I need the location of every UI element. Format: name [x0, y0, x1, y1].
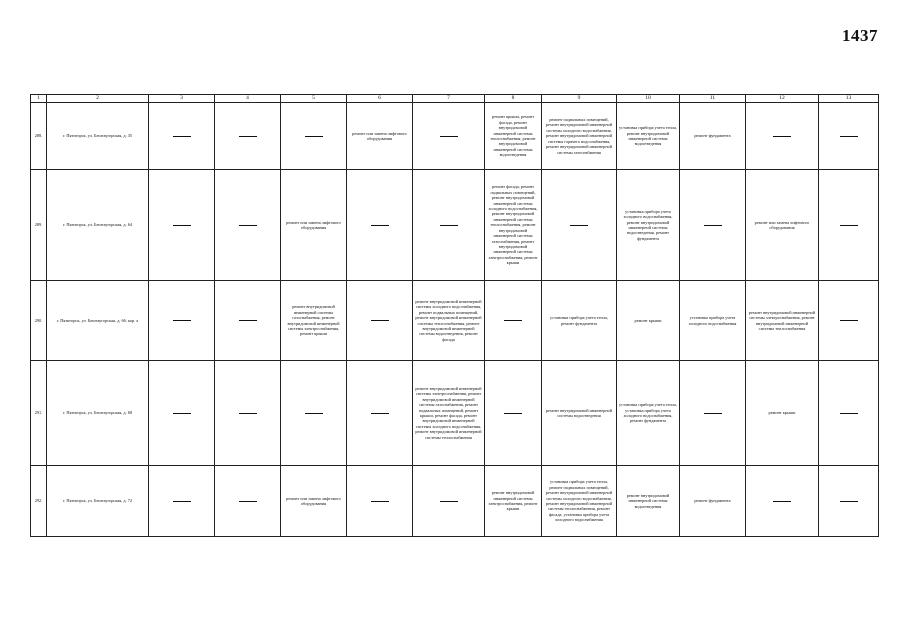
column-number: 6: [347, 95, 413, 103]
row-number: 292.: [31, 466, 47, 537]
work-cell: ремонт внутридомовой инженерной системы электроснабжения, ремонт крыши: [485, 466, 542, 537]
table-row: [31, 361, 879, 466]
work-cell: [149, 170, 215, 281]
work-cell: [819, 281, 879, 361]
empty-dash: [305, 413, 323, 414]
empty-dash: [440, 136, 458, 137]
work-cell: [347, 466, 413, 537]
empty-dash: [840, 413, 858, 414]
work-cell: [281, 361, 347, 466]
work-cell: [746, 466, 819, 537]
work-cell: [413, 170, 485, 281]
empty-dash: [840, 225, 858, 226]
work-cell: ремонт или замена лифтового оборудования: [746, 170, 819, 281]
column-number: 4: [215, 95, 281, 103]
table-row: [31, 281, 879, 361]
empty-dash: [173, 225, 191, 226]
empty-dash: [371, 225, 389, 226]
page-number: 1437: [842, 26, 878, 45]
work-cell: ремонт подвальных помещений, ремонт внутридомовой инженерной системы холодного водоснабжения, ремонт внутридомовой инженерной системы горячего водоснабжения, ремонт внутридомовой инженерной системы газоснабжения: [542, 103, 617, 170]
address-cell: г. Пятигорск, ул. Бештаугорская, д. 64: [47, 170, 149, 281]
work-cell: [819, 466, 879, 537]
work-cell: [819, 170, 879, 281]
work-cell: [215, 103, 281, 170]
work-cell: [149, 361, 215, 466]
row-number: 291.: [31, 361, 47, 466]
empty-dash: [239, 413, 257, 414]
work-cell: [485, 281, 542, 361]
column-number: 9: [542, 95, 617, 103]
table-row: [31, 170, 879, 281]
empty-dash: [504, 413, 522, 414]
work-cell: ремонт фасада, ремонт подвальных помещений, ремонт внутридомовой инженерной системы холодного водоснабжения, ремонт внутридомовой инженерной системы теплоснабжения, ремонт внутридомовой инженерной системы газоснабжения, ремонт внутридомовой инженерной системы электроснабжения, ремонт крыши: [485, 170, 542, 281]
work-cell: ремонт или замена лифтового оборудования: [281, 170, 347, 281]
work-cell: [149, 281, 215, 361]
work-cell: ремонт внутридомовой инженерной системы электроснабжения, ремонт внутридомовой инженерной системы теплоснабжения: [746, 281, 819, 361]
empty-dash: [570, 225, 588, 226]
empty-dash: [371, 413, 389, 414]
work-cell: установка прибора учета тепла, ремонт подвальных помещений, ремонт внутридомовой инженерной системы холодного водоснабжения, ремонт внутридомовой инженерной системы теплоснабжения, ремонт фасада, установка прибора учета холодного водоснабжения: [542, 466, 617, 537]
work-cell: установка прибора учета тепла, установка прибора учета холодного водоснабжения, ремонт фундамента: [617, 361, 680, 466]
work-cell: [215, 361, 281, 466]
empty-dash: [239, 136, 257, 137]
work-cell: установка прибора учета тепла, ремонт внутридомовой инженерной системы водоотведения: [617, 103, 680, 170]
empty-dash: [840, 136, 858, 137]
empty-dash: [173, 501, 191, 502]
work-cell: [347, 281, 413, 361]
empty-dash: [440, 225, 458, 226]
table-row: [31, 103, 879, 170]
column-number-header-row: [31, 95, 879, 103]
work-cell: [542, 170, 617, 281]
empty-dash: [371, 501, 389, 502]
column-number: 11: [680, 95, 746, 103]
work-cell: [413, 466, 485, 537]
work-cell: ремонт внутридомовой инженерной системы холодного водоснабжения, ремонт подвальных помещений, ремонт внутридомовой инженерной системы теплоснабжения, ремонт внутридомовой инженерной системы водоотведения, ремонт фасада: [413, 281, 485, 361]
column-number: 12: [746, 95, 819, 103]
address-cell: г. Пятигорск, ул. Бештаугорская, д. 35: [47, 103, 149, 170]
address-cell: г. Пятигорск, ул. Бештаугорская, д. 72: [47, 466, 149, 537]
work-cell: ремонт внутридомовой инженерной системы водоотведения: [542, 361, 617, 466]
empty-dash: [504, 320, 522, 321]
work-cell: ремонт крыши, ремонт фасада, ремонт внутридомовой инженерной системы теплоснабжения, ремонт внутридомовой инженерной системы водоотведения: [485, 103, 542, 170]
table-row: [31, 466, 879, 537]
empty-dash: [173, 320, 191, 321]
work-cell: установка прибора учета тепла, ремонт фундамента: [542, 281, 617, 361]
column-number: 2: [47, 95, 149, 103]
work-cell: [149, 466, 215, 537]
work-cell: ремонт внутридомовой инженерной системы газоснабжения, ремонт внутридомовой инженерной системы электроснабжения, ремонт крыши: [281, 281, 347, 361]
address-cell: г. Пятигорск, ул. Бештаугорская, д. 68: [47, 361, 149, 466]
work-cell: [413, 103, 485, 170]
empty-dash: [840, 320, 858, 321]
column-number: 10: [617, 95, 680, 103]
empty-dash: [239, 320, 257, 321]
work-cell: [215, 466, 281, 537]
work-cell: [347, 361, 413, 466]
work-cell: [746, 103, 819, 170]
column-number: 8: [485, 95, 542, 103]
work-cell: ремонт крыши: [746, 361, 819, 466]
work-cell: ремонт фундамента: [680, 466, 746, 537]
work-cell: [149, 103, 215, 170]
row-number: 289.: [31, 170, 47, 281]
work-cell: [819, 103, 879, 170]
empty-dash: [173, 136, 191, 137]
work-cell: [819, 361, 879, 466]
address-cell: г. Пятигорск, ул. Бештаугорская, д. 66, кор. а: [47, 281, 149, 361]
work-cell: [485, 361, 542, 466]
work-cell: ремонт или замена лифтового оборудования: [347, 103, 413, 170]
empty-dash: [440, 501, 458, 502]
column-number: 3: [149, 95, 215, 103]
empty-dash: [173, 413, 191, 414]
work-cell: ремонт или замена лифтового оборудования: [281, 466, 347, 537]
work-cell: ремонт внутридомовой инженерной системы водоотведения: [617, 466, 680, 537]
empty-dash: [371, 320, 389, 321]
work-cell: ремонт фундамента: [680, 103, 746, 170]
work-cell: установка прибора учета холодного водоснабжения: [680, 281, 746, 361]
empty-dash: [840, 501, 858, 502]
empty-dash: [239, 501, 257, 502]
column-number: 1: [31, 95, 47, 103]
column-number: 13: [819, 95, 879, 103]
empty-dash: [704, 225, 722, 226]
work-cell: [347, 170, 413, 281]
column-number: 5: [281, 95, 347, 103]
work-cell: [680, 361, 746, 466]
row-number: 288.: [31, 103, 47, 170]
empty-dash: [239, 225, 257, 226]
work-cell: [680, 170, 746, 281]
repair-schedule-table: [30, 94, 879, 537]
work-cell: [281, 103, 347, 170]
work-cell: ремонт крыши: [617, 281, 680, 361]
empty-dash: [773, 501, 791, 502]
row-number: 290.: [31, 281, 47, 361]
work-cell: [215, 281, 281, 361]
empty-dash: [305, 136, 323, 137]
work-cell: установка прибора учета холодного водоснабжения, ремонт внутридомовой инженерной системы водоотведения, ремонт фундамента: [617, 170, 680, 281]
work-cell: [215, 170, 281, 281]
empty-dash: [704, 413, 722, 414]
column-number: 7: [413, 95, 485, 103]
work-cell: ремонт внутридомовой инженерной системы электроснабжения, ремонт внутридомовой инженерной системы газоснабжения, ремонт подвальных помещений, ремонт крыши, ремонт фасада, ремонт внутридомовой инженерной системы холодного водоснабжения, ремонт внутридомовой инженерной системы теплоснабжения: [413, 361, 485, 466]
empty-dash: [773, 136, 791, 137]
